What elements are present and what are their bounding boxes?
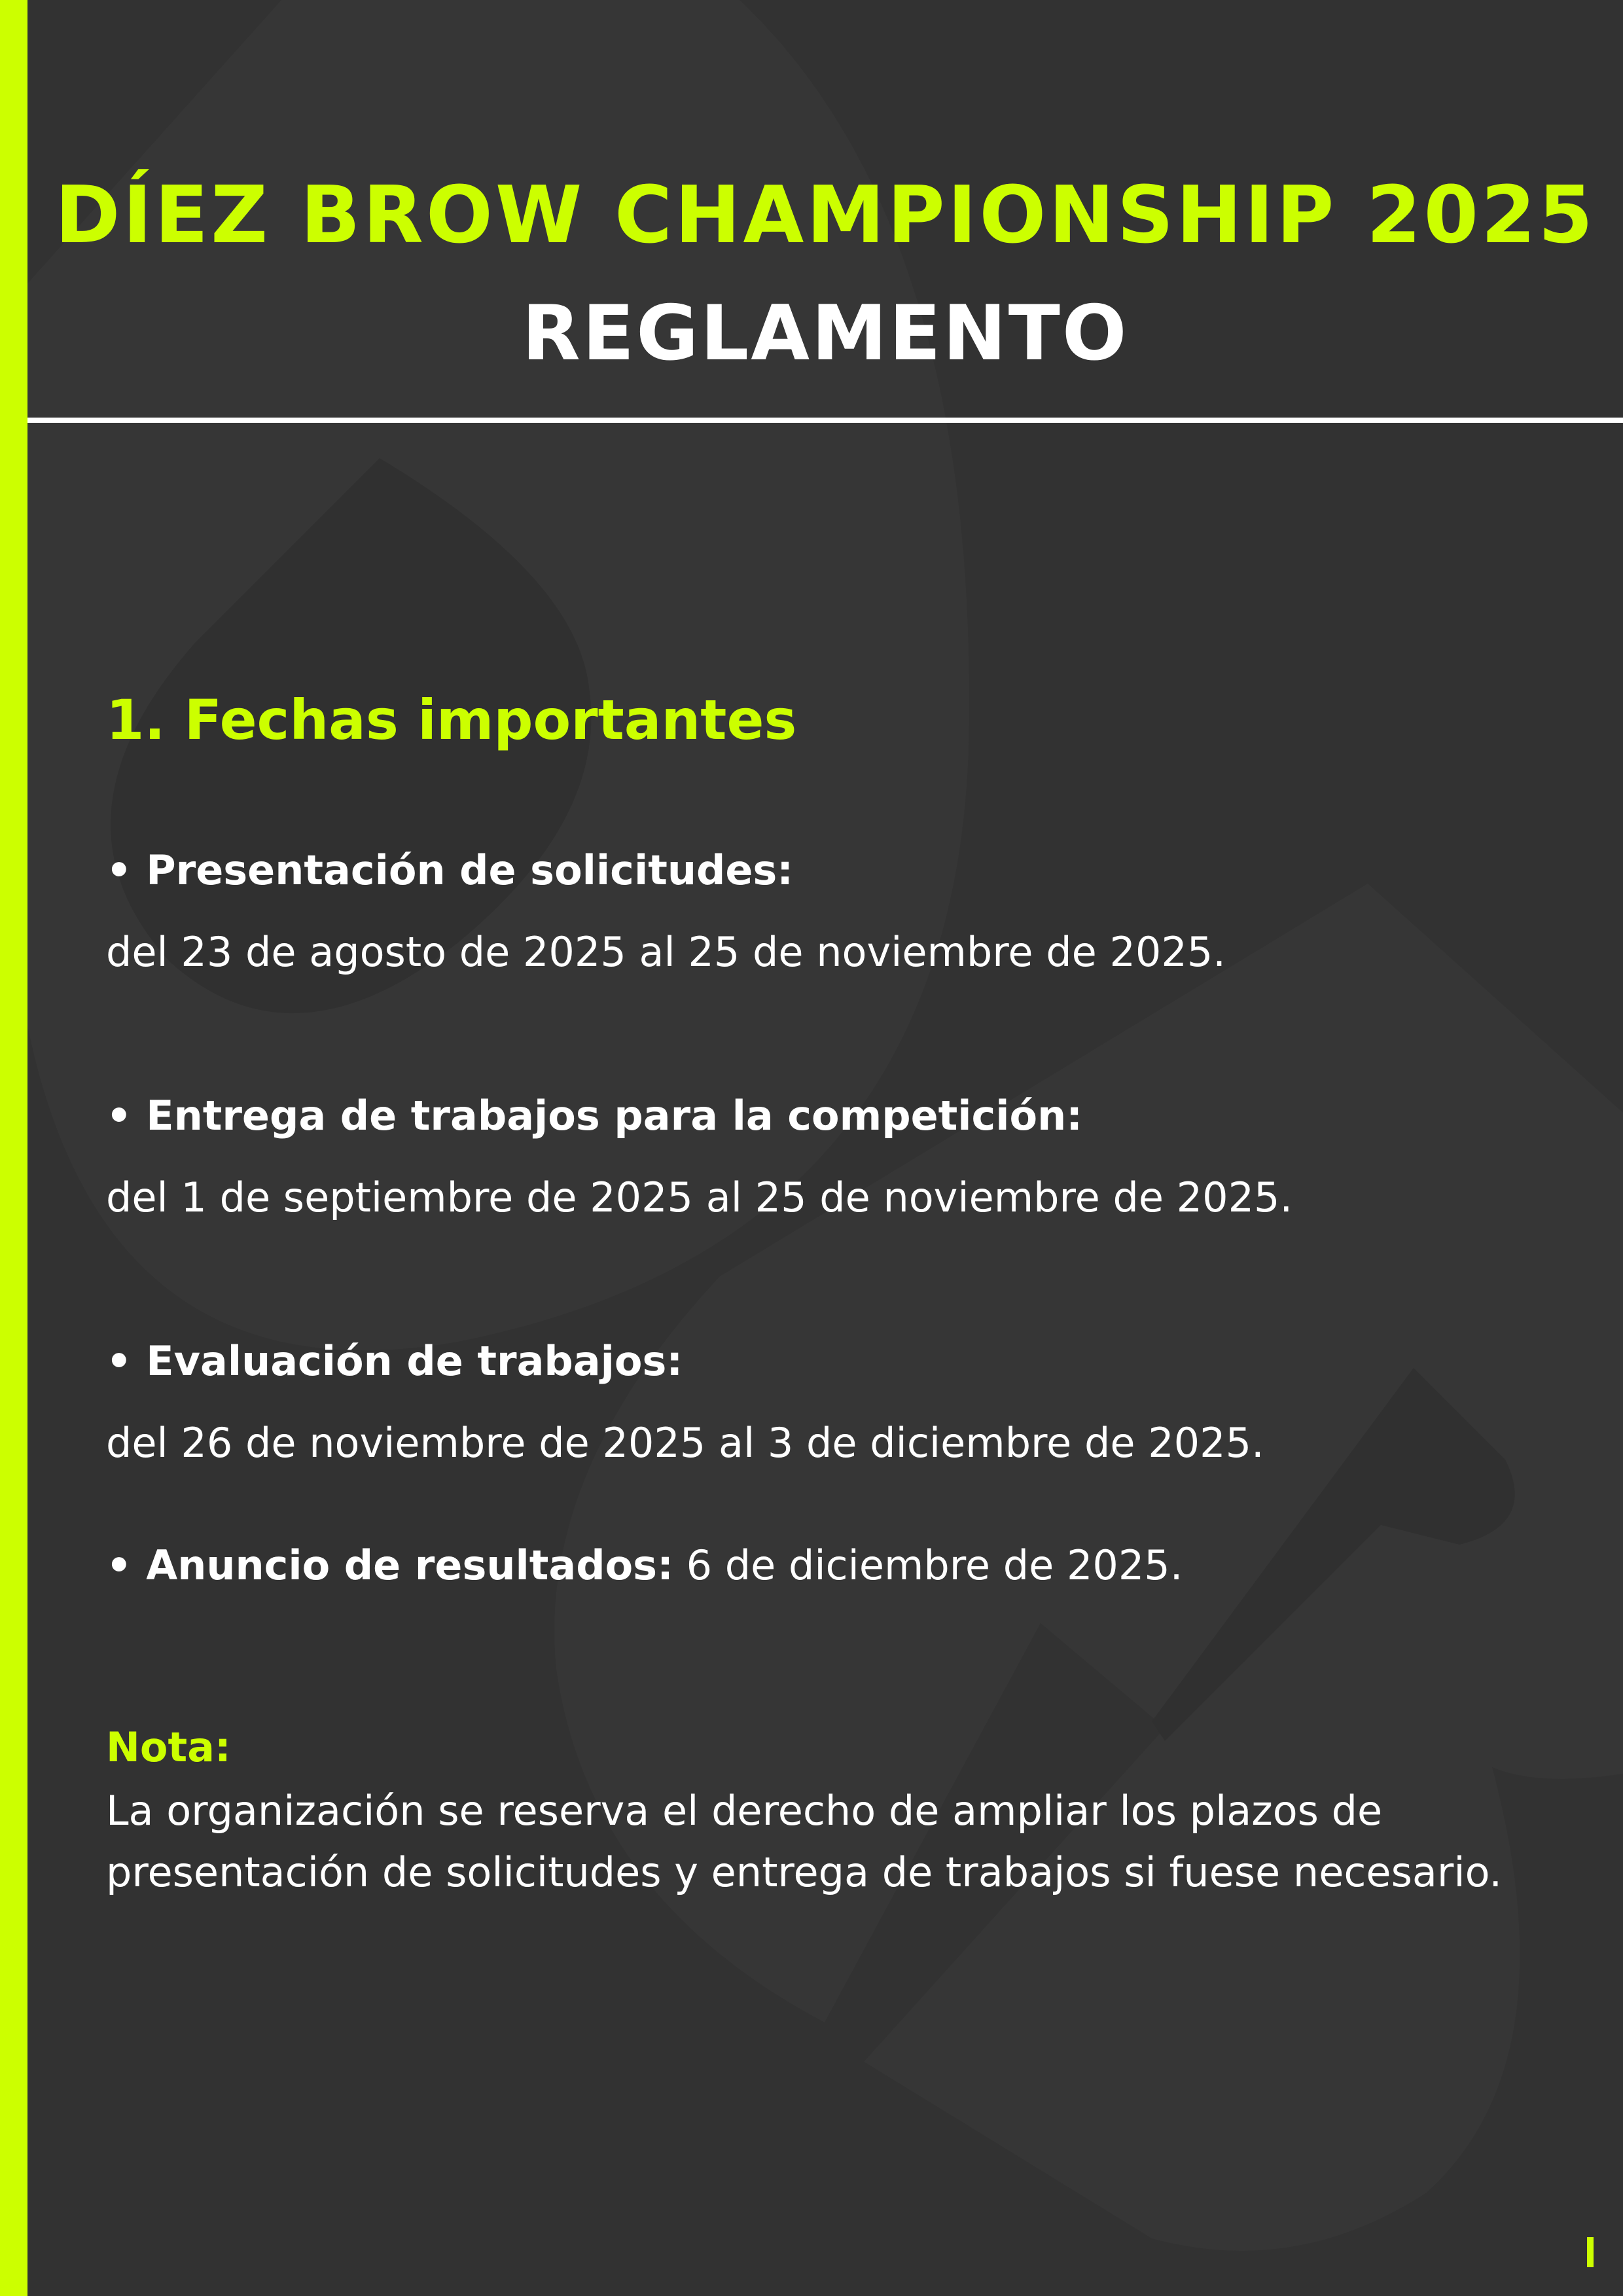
item-label-solicitudes: • Presentación de solicitudes: (106, 846, 794, 894)
item-text-evaluacion: del 26 de noviembre de 2025 al 3 de diciembre de 2025. (106, 1419, 1264, 1467)
document-subtitle: REGLAMENTO (522, 289, 1129, 378)
item-text-entrega: del 1 de septiembre de 2025 al 25 de noviembre de 2025. (106, 1174, 1293, 1221)
item-text-solicitudes: del 23 de agosto de 2025 al 25 de noviembre de 2025. (106, 928, 1226, 976)
document-title: DÍEZ BROW CHAMPIONSHIP 2025 (54, 170, 1596, 261)
page-marker (1587, 2237, 1594, 2267)
item-label-evaluacion: • Evaluación de trabajos: (106, 1337, 683, 1385)
section-heading: 1. Fechas importantes (106, 688, 797, 752)
header-divider (27, 418, 1623, 423)
accent-side-bar (0, 0, 27, 2296)
item-label-entrega: • Entrega de trabajos para la competición: (106, 1092, 1083, 1139)
note-text: La organización se reserva el derecho de ampliar los plazos de presentación de solicitudes y entrega de trabajos si fuese necesario. (106, 1787, 1503, 1896)
item-label-resultados: • Anuncio de resultados: (106, 1541, 673, 1589)
note-label: Nota: (106, 1723, 231, 1771)
item-resultados (106, 1539, 1183, 1592)
item-text-resultados: 6 de diciembre de 2025. (673, 1541, 1183, 1589)
